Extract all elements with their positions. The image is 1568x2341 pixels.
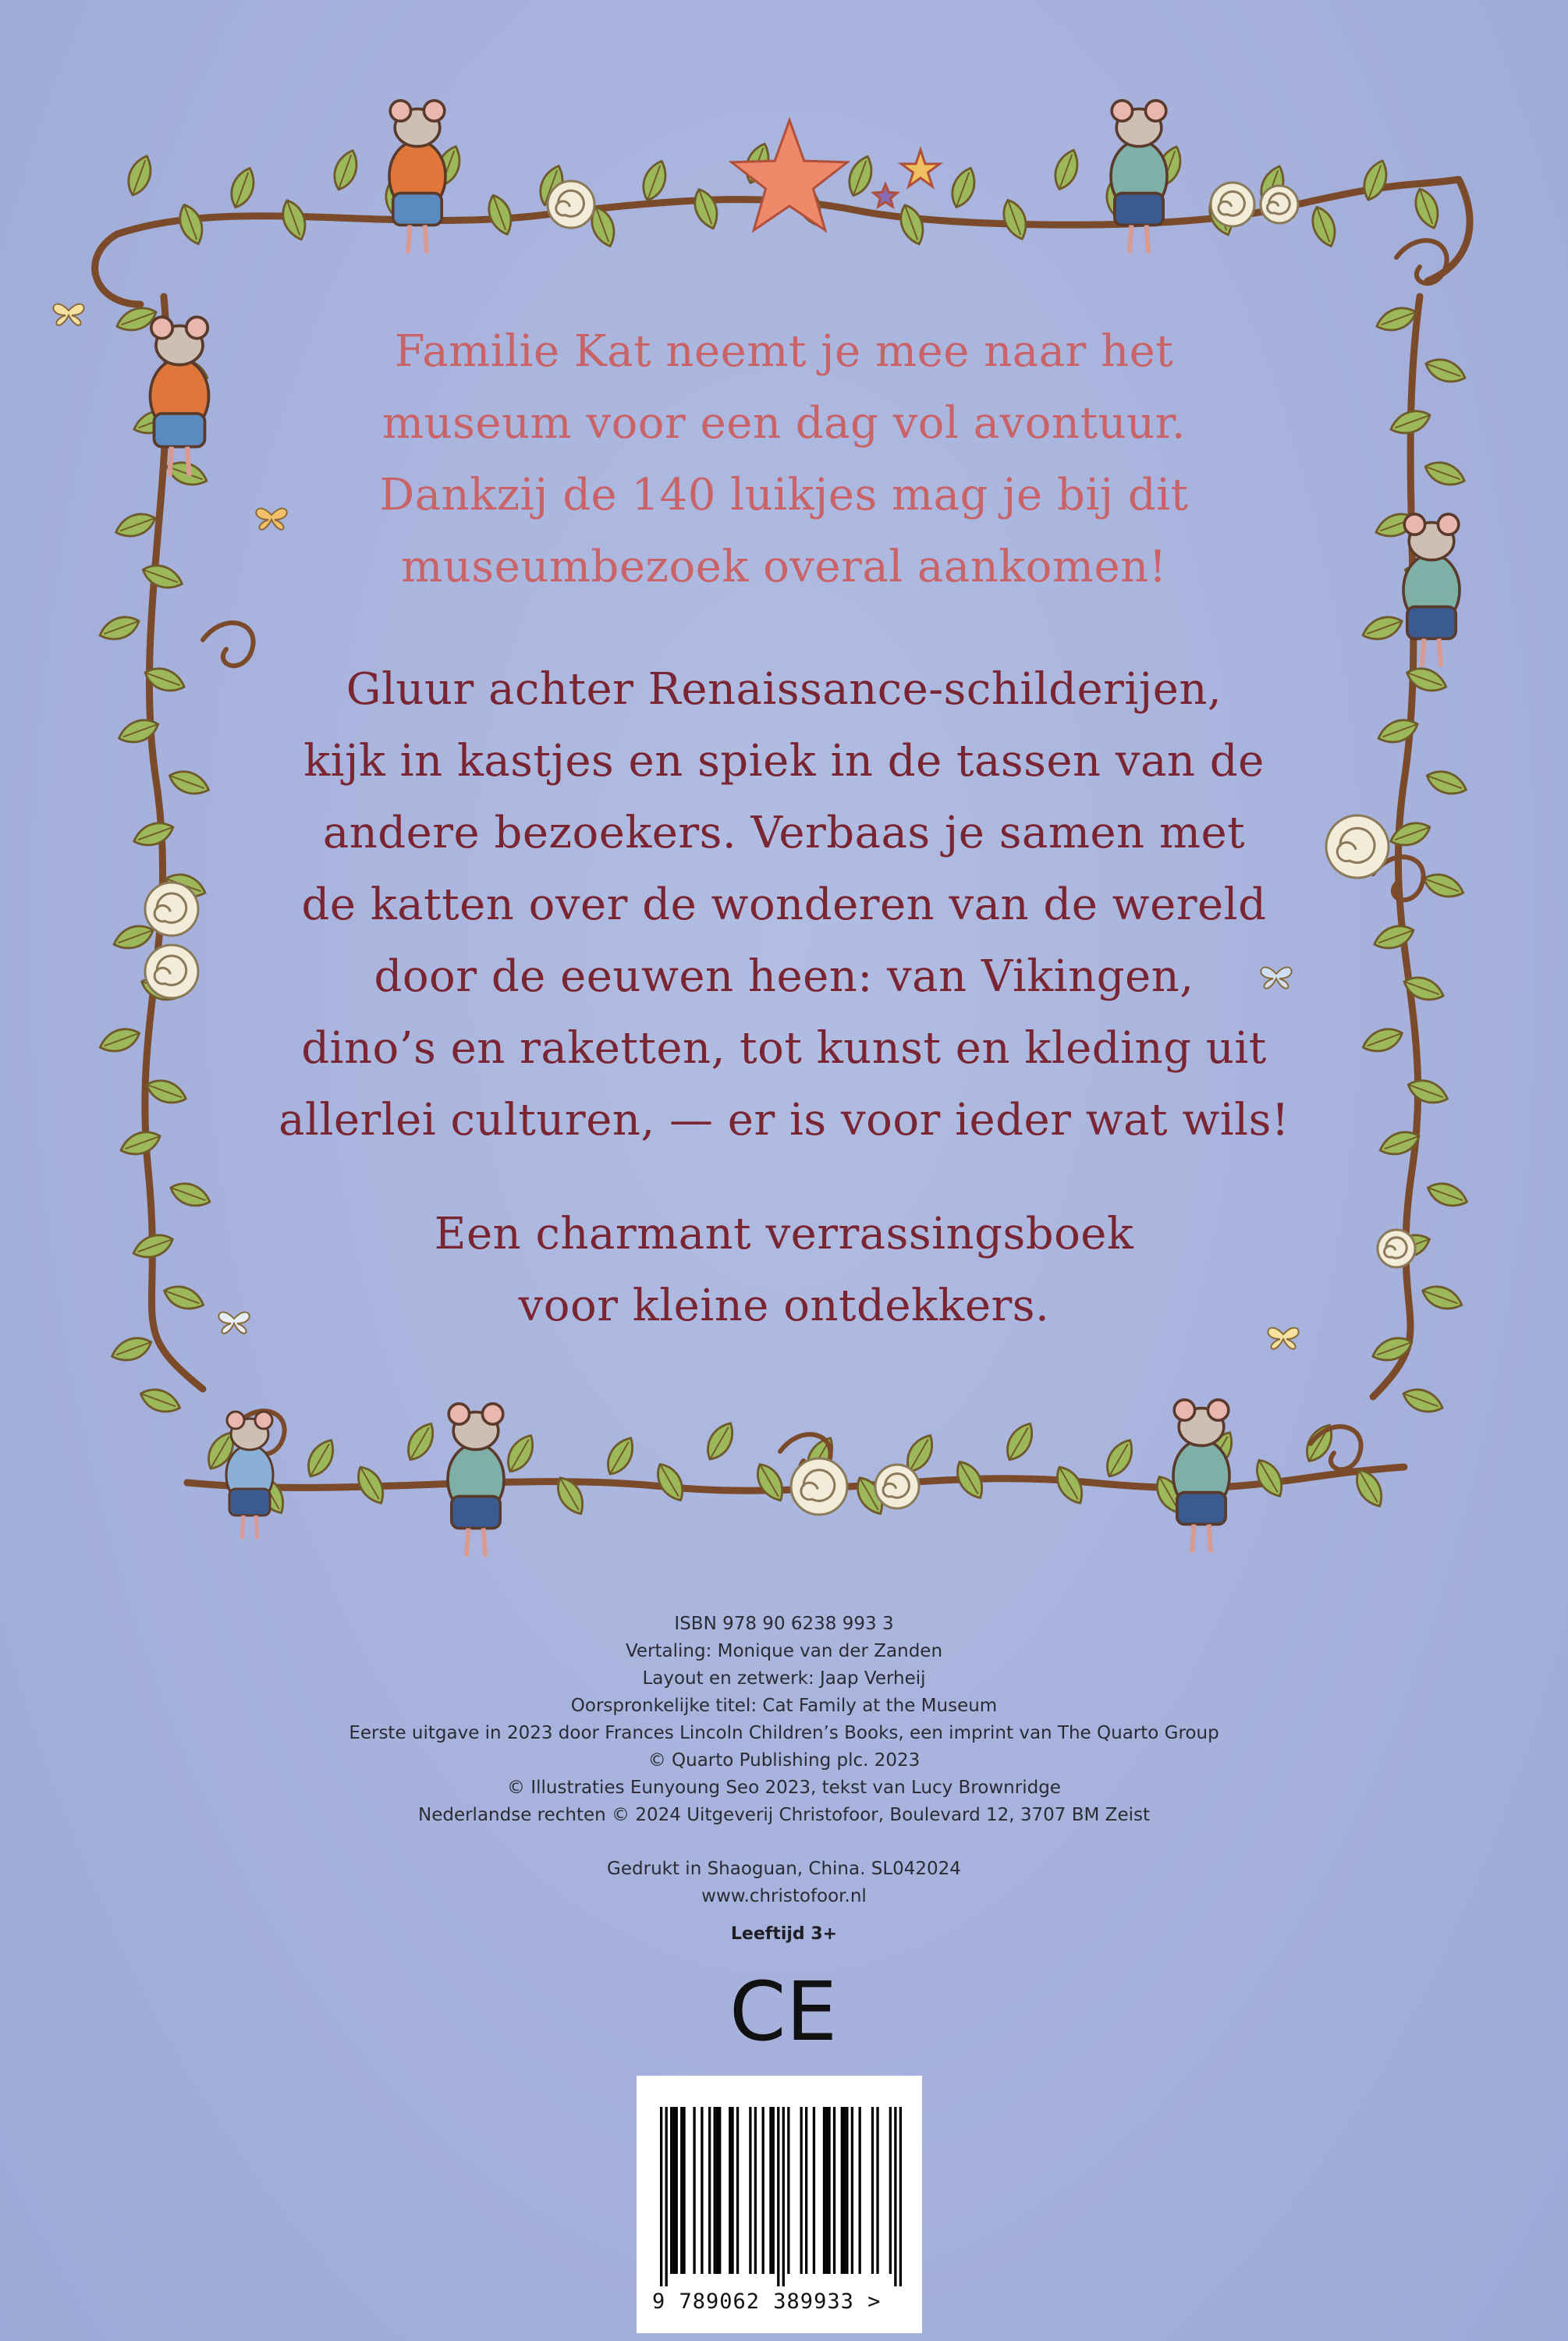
body-line: allerlei culturen, — er is voor ieder wat wils! <box>278 1095 1290 1146</box>
ce-mark-icon <box>725 1968 842 2054</box>
imprint-colophon <box>0 1611 1568 1910</box>
closing-line: voor kleine ontdekkers. <box>518 1281 1050 1331</box>
printing-line: Gedrukt in Shaoguan, China. SL042024 <box>607 1859 961 1879</box>
barcode-bar <box>701 2107 703 2274</box>
leaf-icon <box>999 197 1031 243</box>
leaf-icon <box>97 612 143 645</box>
barcode-bar <box>716 2107 718 2274</box>
mouse-character-icon <box>389 101 445 254</box>
barcode-bar <box>676 2107 678 2274</box>
leaf-icon <box>1410 186 1443 232</box>
closing-line: Een charmant verrassingsboek <box>434 1209 1134 1259</box>
barcode-bar <box>680 2107 683 2274</box>
mouse-character-icon <box>448 1404 504 1557</box>
imprint-line: Eerste uitgave in 2023 door Frances Lincoln Children’s Books, een imprint van The Quarto Group <box>349 1723 1219 1743</box>
leaf-icon <box>1359 158 1392 204</box>
body-paragraph <box>0 654 1568 1156</box>
shell-icon <box>1211 183 1254 226</box>
leaf-icon <box>1101 1435 1139 1481</box>
intro-line: Dankzij de 140 luikjes mag je bij dit <box>379 470 1189 520</box>
barcode-bar <box>787 2107 789 2274</box>
leaf-icon <box>329 147 362 194</box>
imprint-line: Nederlandse rechten © 2024 Uitgeverij Christofoor, Boulevard 12, 3707 BM Zeist <box>418 1805 1150 1825</box>
leaf-icon <box>1307 204 1340 250</box>
leaf-icon <box>638 158 671 204</box>
leaf-icon <box>701 1419 740 1465</box>
body-line: dino’s en raketten, tot kunst en kleding uit <box>301 1023 1267 1074</box>
intro-line: museum voor een dag vol avontuur. <box>381 398 1187 449</box>
barcode-bar <box>859 2107 861 2274</box>
leaf-icon <box>175 201 208 247</box>
barcode-bar <box>843 2107 846 2274</box>
leaf-icon <box>502 1430 540 1476</box>
tendril-icon <box>1396 240 1447 283</box>
barcode-bar <box>828 2107 830 2274</box>
barcode-bar <box>899 2107 902 2286</box>
imprint-line: Layout en zetwerk: Jaap Verheij <box>642 1668 926 1689</box>
star-icon <box>732 120 847 230</box>
mouse-character-icon <box>226 1412 273 1539</box>
leaf-icon <box>123 153 156 199</box>
star-icon <box>874 184 897 207</box>
leaf-icon <box>1050 147 1083 193</box>
website-link[interactable]: www.christofoor.nl <box>701 1886 867 1906</box>
barcode-bar <box>736 2107 739 2274</box>
body-line: kijk in kastjes en spiek in de tassen van de <box>303 736 1265 787</box>
barcode-bar <box>672 2107 675 2274</box>
barcode-bar <box>762 2107 764 2274</box>
barcode-bar <box>769 2107 772 2274</box>
barcode-bar <box>876 2107 878 2274</box>
barcode-bar <box>749 2107 751 2274</box>
barcode-bar <box>823 2107 825 2274</box>
leaf-icon <box>896 201 928 247</box>
mouse-character-icon <box>1173 1400 1229 1553</box>
barcode-bar <box>813 2107 815 2274</box>
imprint-line: Oorspronkelijke titel: Cat Family at the Museum <box>570 1696 998 1716</box>
imprint-line: ISBN 978 90 6238 993 3 <box>674 1614 894 1634</box>
leaf-icon <box>1360 612 1406 645</box>
barcode-bar <box>660 2107 662 2286</box>
barcode-bar <box>693 2107 695 2274</box>
mouse-character-icon <box>1111 101 1167 254</box>
age-label: Leeftijd 3+ <box>730 1924 838 1944</box>
shell-icon <box>791 1458 847 1515</box>
shell-icon <box>875 1465 919 1508</box>
barcode-bar <box>805 2107 807 2274</box>
star-icon <box>901 150 939 186</box>
barcode-bar <box>800 2107 802 2274</box>
barcode-bar <box>833 2107 835 2274</box>
leaf-icon <box>947 165 980 211</box>
leaf-icon <box>601 1433 640 1480</box>
leaf-icon <box>302 1435 340 1481</box>
body-line: Gluur achter Renaissance-schilderijen, <box>346 664 1222 715</box>
leaf-icon <box>226 165 259 211</box>
body-line: door de eeuwen heen: van Vikingen, <box>374 951 1194 1002</box>
intro-paragraph <box>0 316 1568 603</box>
barcode-digits: 9 789062 389933 > <box>652 2289 882 2314</box>
barcode-bar <box>871 2107 874 2274</box>
body-line: andere bezoekers. Verbaas je samen met <box>322 808 1246 858</box>
barcode-panel <box>637 2076 922 2333</box>
barcode-bar <box>683 2107 685 2274</box>
barcode-bar <box>772 2107 775 2274</box>
barcode-bar <box>889 2107 892 2274</box>
vine-stem <box>95 234 140 304</box>
leaf-icon <box>751 1459 789 1505</box>
barcode-bar <box>894 2107 896 2286</box>
barcode-bar <box>708 2107 711 2274</box>
vine-stem <box>1428 179 1470 281</box>
body-line: de katten over de wonderen van de wereld <box>301 879 1267 930</box>
barcode-bar <box>846 2107 848 2274</box>
ce-mark-text: CE <box>729 1968 838 2054</box>
leaf-icon <box>1400 1384 1446 1417</box>
barcode-bar <box>729 2107 731 2274</box>
leaf-icon <box>651 1459 690 1505</box>
barcode-bar <box>718 2107 721 2274</box>
barcode-bar <box>777 2107 779 2286</box>
barcode-bar <box>754 2107 757 2274</box>
shell-icon <box>548 181 594 228</box>
barcode-bar <box>714 2107 716 2274</box>
imprint-line: © Quarto Publishing plc. 2023 <box>647 1750 921 1771</box>
imprint-line: Vertaling: Monique van der Zanden <box>625 1641 943 1661</box>
closing-paragraph <box>0 1199 1568 1342</box>
barcode-bar <box>731 2107 733 2274</box>
barcode-bar <box>782 2107 785 2286</box>
barcode-bar <box>841 2107 843 2274</box>
barcode-bar <box>670 2107 672 2274</box>
intro-line: Familie Kat neemt je mee naar het <box>394 326 1174 377</box>
intro-line: museumbezoek overal aankomen! <box>401 542 1167 592</box>
leaf-icon <box>137 1384 183 1417</box>
leaf-icon <box>402 1419 440 1465</box>
shell-icon <box>1261 186 1298 223</box>
barcode-bar <box>665 2107 668 2286</box>
barcode-bar <box>851 2107 853 2274</box>
ean-barcode-icon <box>660 2107 902 2286</box>
leaf-icon <box>690 186 722 232</box>
barcode-bar <box>825 2107 828 2274</box>
imprint-line: © Illustraties Eunyoung Seo 2023, tekst van Lucy Brownridge <box>507 1778 1061 1798</box>
leaf-icon <box>1001 1419 1039 1465</box>
